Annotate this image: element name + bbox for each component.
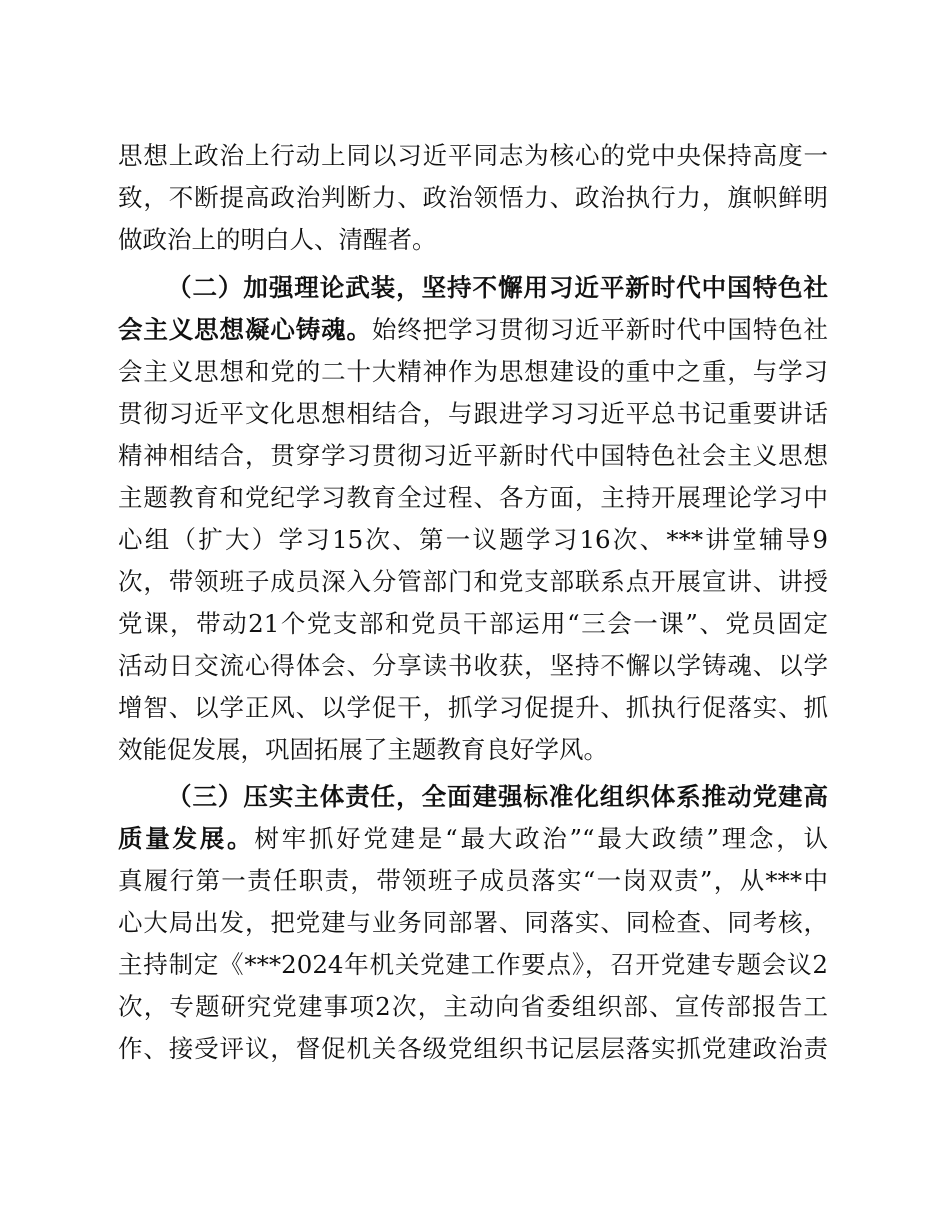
- text-line: 作、接受评议，督促机关各级党组织书记层层落实抓党建政治责: [118, 1034, 828, 1063]
- section-heading: （二）加强理论武装，坚持不懈用习近平新时代中国特色社: [167, 273, 828, 302]
- text-line: 增智、以学正风、以学促干，抓学习促提升、抓执行促落实、抓: [118, 693, 828, 722]
- section-heading: （三）压实主体责任，全面建强标准化组织体系推动党建高: [167, 782, 828, 811]
- text-line: 做政治上的明白人、清醒者。: [118, 225, 437, 254]
- text-span: 树牢抓好党建是“最大政治”“最大政绩”理念，认: [254, 824, 828, 853]
- text-line: [118, 312, 828, 348]
- text-line: 次，专题研究党建事项2次，主动向省委组织部、宣传部报告工: [118, 992, 828, 1021]
- text-line: 效能促发展，巩固拓展了主题教育良好学风。: [118, 735, 608, 764]
- text-line: 真履行第一责任职责，带领班子成员落实“一岗双责”，从***中: [118, 866, 828, 895]
- text-line: 主题教育和党纪学习教育全过程、各方面，主持开展理论学习中: [118, 483, 828, 512]
- text-line: 贯彻习近平文化思想相结合，与跟进学习习近平总书记重要讲话: [118, 399, 828, 428]
- text-line: 会主义思想和党的二十大精神作为思想建设的重中之重，与学习: [118, 357, 828, 386]
- text-line: 精神相结合，贯穿学习贯彻习近平新时代中国特色社会主义思想: [118, 441, 828, 470]
- text-line: 党课，带动21个党支部和党员干部运用“三会一课”、党员固定: [118, 609, 828, 638]
- text-span: 始终把学习贯彻习近平新时代中国特色社: [371, 315, 828, 344]
- text-line: 心大局出发，把党建与业务同部署、同落实、同检查、同考核，: [118, 908, 828, 937]
- text-line: [118, 821, 828, 857]
- text-line: 活动日交流心得体会、分享读书收获，坚持不懈以学铸魂、以学: [118, 651, 828, 680]
- text-line: 次，带领班子成员深入分管部门和党支部联系点开展宣讲、讲授: [118, 567, 828, 596]
- section-heading-continuation: 会主义思想凝心铸魂。: [118, 315, 372, 344]
- text-line: 主持制定《***2024年机关党建工作要点》，召开党建专题会议2: [118, 950, 828, 979]
- text-line: 思想上政治上行动上同以习近平同志为核心的党中央保持高度一: [118, 141, 828, 170]
- section-heading-continuation: 质量发展。: [118, 824, 255, 853]
- text-line: 心组（扩大）学习15次、第一议题学习16次、***讲堂辅导9: [118, 525, 828, 554]
- text-line: 致，不断提高政治判断力、政治领悟力、政治执行力，旗帜鲜明: [118, 183, 828, 212]
